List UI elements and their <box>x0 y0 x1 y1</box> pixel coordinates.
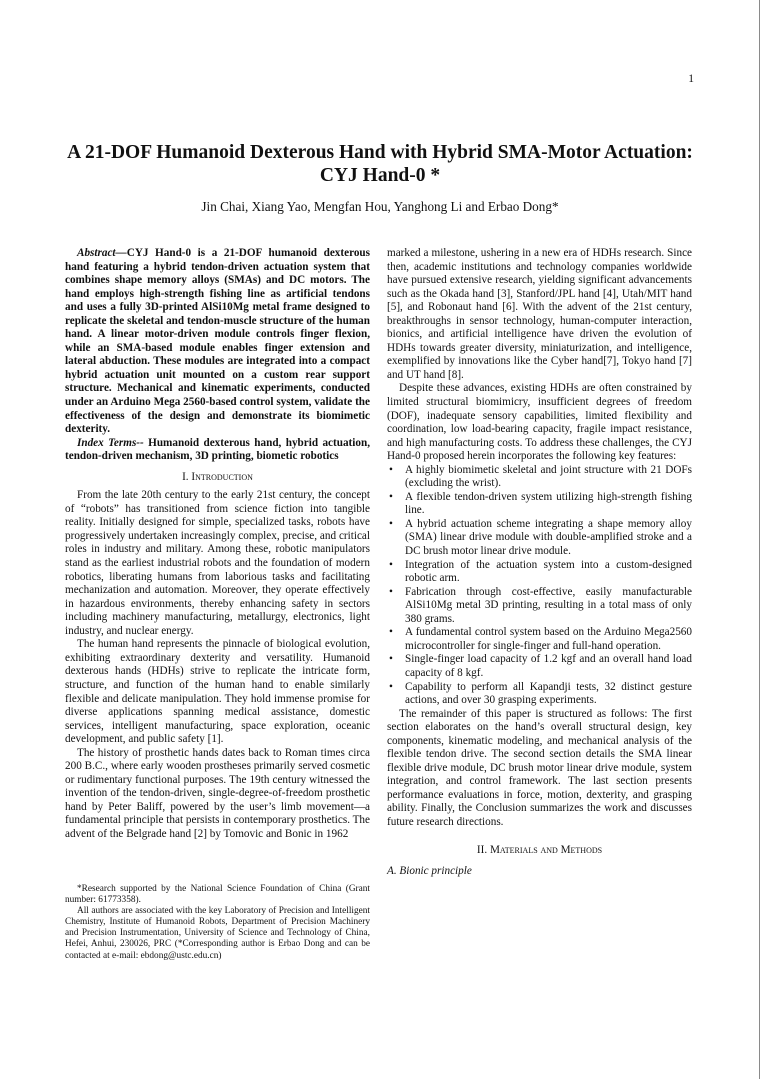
list-item: • A highly biomimetic skeletal and joint structure with 21 DOFs (excluding the wrist). <box>387 464 692 491</box>
section-numeral: I. <box>182 470 192 483</box>
feature-list <box>387 464 692 708</box>
list-item: • Capability to perform all Kapandji tests, 32 distinct gesture actions, and over 30 grasping experiments. <box>387 681 692 708</box>
abstract-label: Abstract— <box>77 247 127 259</box>
challenges-paragraph: Despite these advances, existing HDHs are often constrained by limited structural biomimicry, insufficient degrees of freedom (DOF), inadequate sensory capabilities, limited flexibility and coordination, low load-bearing capacity, fragile impact resistance, and high manufacturing costs. To address these challenges, the CYJ Hand-0 proposed herein incorporates the following key features: <box>387 382 692 463</box>
section-title: Materials and Methods <box>489 843 603 856</box>
index-terms <box>65 437 370 464</box>
footnote-affiliation: All authors are associated with the key Laboratory of Precision and Intelligent Chemistry, Institute of Humanoid Robots, Department of Precision Machinery and Precision Instrumentation, University of Science and Technology of China, Hefei, Anhui, 230026, PRC (*Corresponding author is Erbao Dong and can be contacted at e-mail: ebdong@ustc.edu.cn) <box>65 906 370 961</box>
subsection-heading: A. Bionic principle <box>387 865 472 878</box>
page-number: 1 <box>688 73 694 85</box>
structure-paragraph: The remainder of this paper is structured as follows: The first section elaborates on the hand’s overall structural design, key components, kinematic modeling, and mechanical analysis of the flexible tendon drive. The second section details the SMA linear flexible drive module, DC brush motor linear drive module, system integration, and control framework. The last section presents performance evaluations in force, motion, dexterity, and grasping ability. Finally, the Conclusion summarizes the work and discusses future research directions. <box>387 707 692 828</box>
footnote-funding: *Research supported by the National Science Foundation of China (Grant number: 61773358). <box>65 884 370 906</box>
list-item: • A hybrid actuation scheme integrating a shape memory alloy (SMA) linear drive module with double-amplified stroke and a DC brush motor linear drive module. <box>387 518 692 559</box>
list-item: • Integration of the actuation system into a custom-designed robotic arm. <box>387 559 692 586</box>
abstract-text: CYJ Hand-0 is a 21-DOF humanoid dexterous hand featuring a hybrid tendon-driven actuation system that combines shape memory alloys (SMAs) and DC motors. The hand employs high-strength fishing line as artificial tendons and uses a fully 3D-printed AlSi10Mg metal frame designed to replicate the skeletal and tendon-muscle structure of the human hand. A linear motor-driven module controls finger flexion, while an SMA-based module enables finger extension and lateral abduction. These modules are integrated into a compact hybrid actuation unit mounted on a custom rear support structure. Mechanical and kinematic experiments, conducted under an Arduino Mega 2560-based control system, validate the effectiveness of the design and demonstrate its biomimetic dexterity. <box>65 247 370 436</box>
intro-paragraph-1: From the late 20th century to the early 21st century, the concept of “robots” has transitioned from science fiction into tangible reality. Initially designed for simple, specialized tasks, robots have progressively undertaken increasingly complex, precise, and critical roles in industry and military. Among these, robotic manipulators stand as the earliest industrial robots and the foundation of modern robotics, liberating humans from laborious tasks and facilitating mechanization and automation. Moreover, they operate effectively in hazardous environments, thereby enhancing safety in sectors including machinery manufacturing, metallurgy, electronics, light industry, and nuclear energy. <box>65 489 370 637</box>
right-column <box>387 247 692 879</box>
abstract <box>65 247 370 437</box>
section-title: Introduction <box>191 470 253 483</box>
continued-paragraph: marked a milestone, ushering in a new era of HDHs research. Since then, academic institutions and technology companies worldwide have pursued extensive research, yielding significant advancements such as the Okada hand [3], Stanford/JPL hand [4], Utah/MIT hand [5], and Robonaut hand [6]. With the advent of the 21st century, breakthroughs in sensor technology, human-computer interaction, bionics, and artificial intelligence have driven the evolution of HDHs towards greater diversity, miniaturization, and intelligence, exemplified by innovations like the Cyber hand[7], Tokyo hand [7] and UT hand [8]. <box>387 247 692 381</box>
index-terms-text: Humanoid dexterous hand, hybrid actuation, tendon-driven mechanism, 3D printing, biometic robotics <box>65 436 370 463</box>
left-column <box>65 247 370 842</box>
intro-paragraph-2: The human hand represents the pinnacle of biological evolution, exhibiting extraordinary dexterity and versatility. Humanoid dexterous hands (HDHs) strive to replicate the intricate form, structure, and function of the human hand to enable similarly flexible and delicate manipulation. They hold immense promise for diverse applications spanning medical assistance, domestic services, intelligent manufacturing, space exploration, oceanic development, and public safety [1]. <box>65 638 370 746</box>
index-terms-label: Index Terms-- <box>77 436 144 449</box>
author-list: Jin Chai, Xiang Yao, Mengfan Hou, Yanghong Li and Erbao Dong* <box>201 199 559 214</box>
list-item: • Fabrication through cost-effective, easily manufacturable AlSi10Mg metal 3D printing, resulting in a total mass of only 380 grams. <box>387 586 692 627</box>
section-heading-methods <box>387 844 692 858</box>
intro-paragraph-3: The history of prosthetic hands dates back to Roman times circa 200 B.C., where early wooden prostheses primarily served cosmetic or rudimentary functional purposes. The 19th century witnessed the invention of the tendon-driven, single-degree-of-freedom prosthetic hand by Peter Baliff, powered by the user’s limb movement—a fundamental principle that persists in contemporary prosthetics. The advent of the Belgrade hand [2] by Tomovic and Bonic in 1962 <box>65 746 370 840</box>
footnotes <box>65 884 370 962</box>
section-heading-introduction <box>65 471 370 485</box>
section-numeral: II. <box>476 843 490 856</box>
list-item: • A fundamental control system based on the Arduino Mega2560 microcontroller for single-finger and full-hand operation. <box>387 626 692 653</box>
list-item: • A flexible tendon-driven system utilizing high-strength fishing line. <box>387 491 692 518</box>
paper-title: A 21-DOF Humanoid Dexterous Hand with Hybrid SMA-Motor Actuation: CYJ Hand-0 * <box>67 142 693 186</box>
list-item: • Single-finger load capacity of 1.2 kgf and an overall hand load capacity of 8 kgf. <box>387 653 692 680</box>
